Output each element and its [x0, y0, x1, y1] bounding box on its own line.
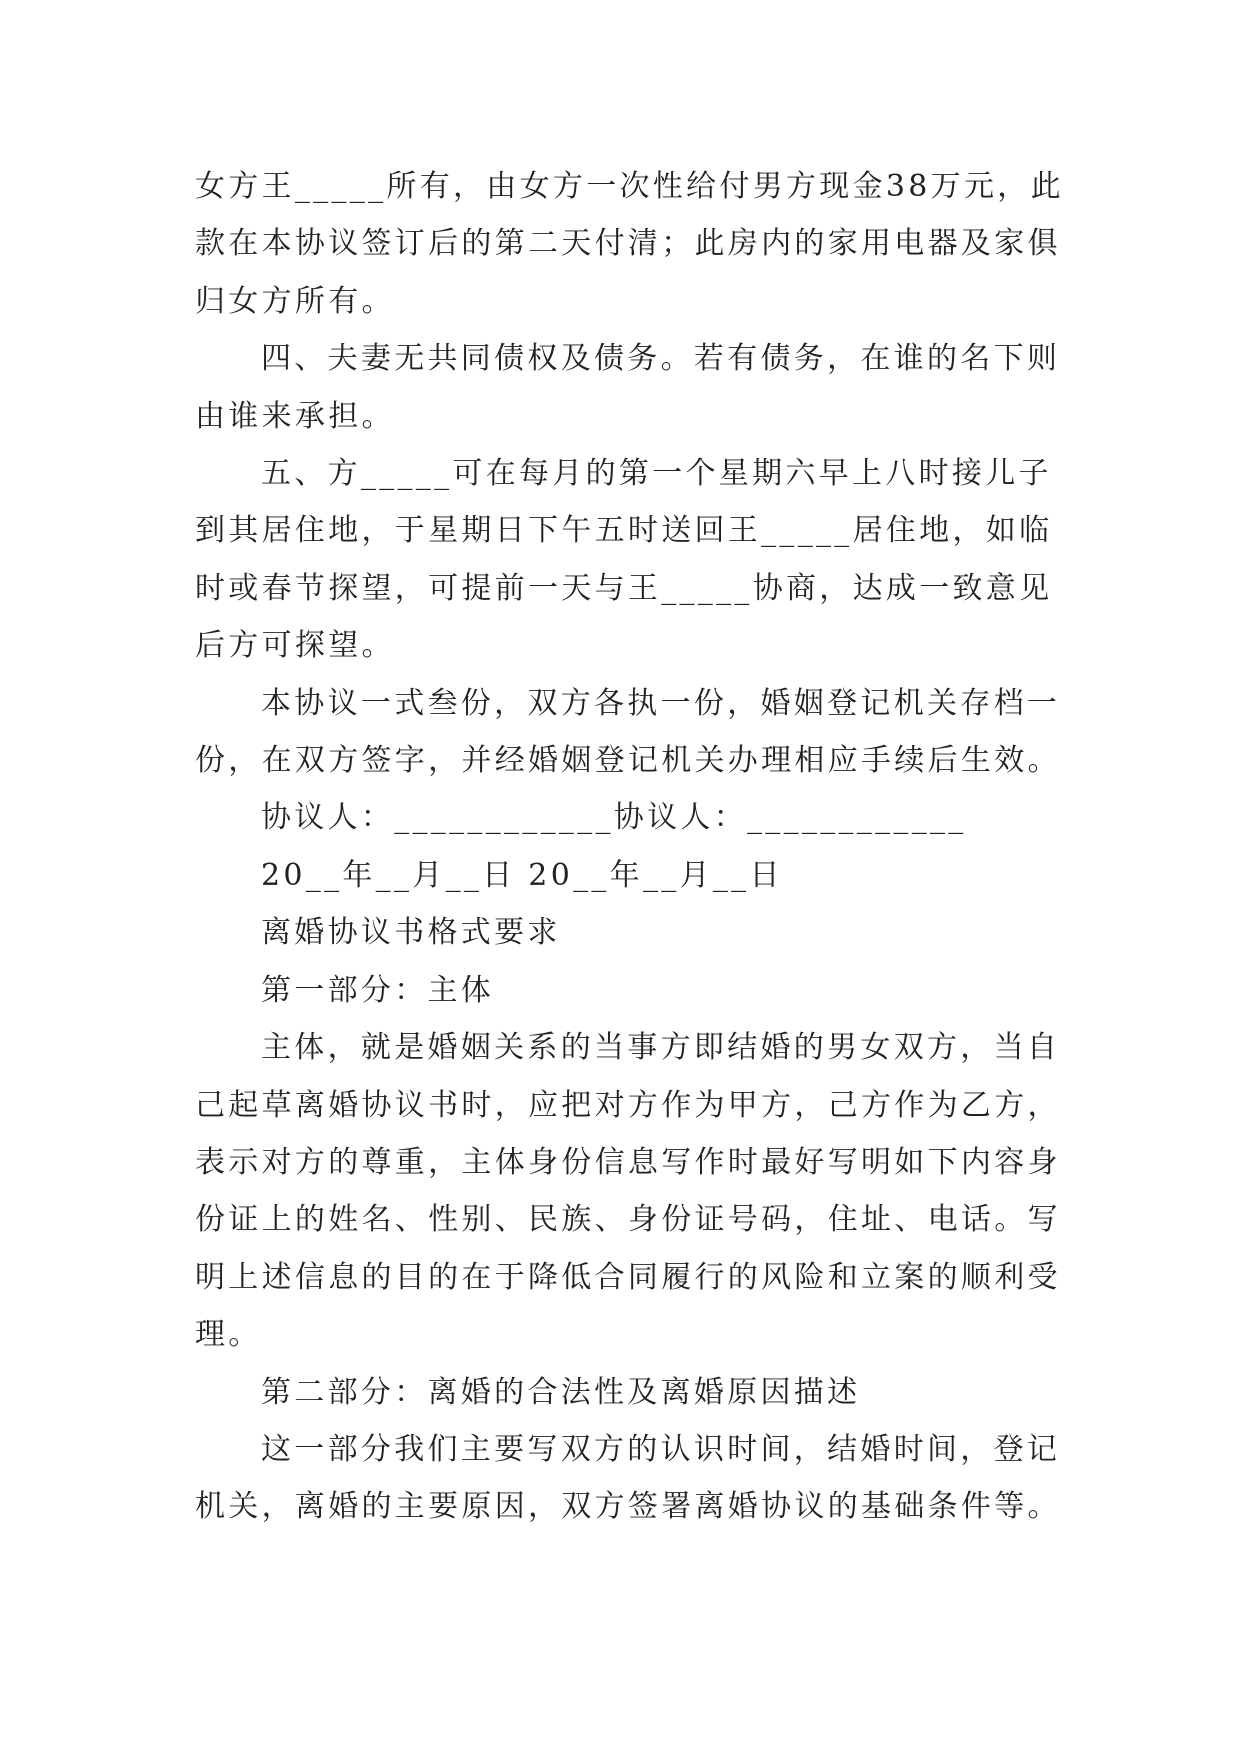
date-line: 20__年__月__日 20__年__月__日 — [261, 857, 783, 893]
clause-five-visitation: 五、方_____可在每月的第一个星期六早上八时接儿子到其居住地，于星期日下午五时送回王_____居住地，如临时或春节探望，可提前一天与王_____协商，达成一致意见后方可探望。 — [195, 456, 1053, 664]
clause-four-debts: 四、夫妻无共同债权及债务。若有债务，在谁的名下则由谁来承担。 — [195, 341, 1061, 434]
part-one-body: 主体，就是婚姻关系的当事方即结婚的男女双方，当自己起草离婚协议书时，应把对方作为甲方，己方作为乙方，表示对方的尊重，主体身份信息写作时最好写明如下内容身份证上的姓名、性别、民族、身份证号码，住址、电话。写明上述信息的目的在于降低合同履行的风险和立案的顺利受理。 — [195, 1030, 1061, 1353]
part-two-body: 这一部分我们主要写双方的认识时间，结婚时间，登记机关，离婚的主要原因，双方签署离婚协议的基础条件等。 — [195, 1431, 1061, 1525]
section-heading-format-requirements: 离婚协议书格式要求 — [261, 915, 561, 951]
copies-and-effect-clause: 本协议一式叁份，双方各执一份，婚姻登记机关存档一份，在双方签字，并经婚姻登记机关办理相应手续后生效。 — [195, 685, 1061, 779]
signature-line: 协议人：____________协议人：____________ — [261, 800, 967, 836]
property-clause-continuation: 女方王_____所有，由女方一次性给付男方现金38万元，此款在本协议签订后的第二天付清；此房内的家用电器及家俱归女方所有。 — [195, 169, 1064, 319]
part-two-heading: 第二部分：离婚的合法性及离婚原因描述 — [261, 1374, 861, 1410]
document-body — [195, 158, 1075, 1536]
part-one-heading: 第一部分：主体 — [261, 972, 495, 1008]
